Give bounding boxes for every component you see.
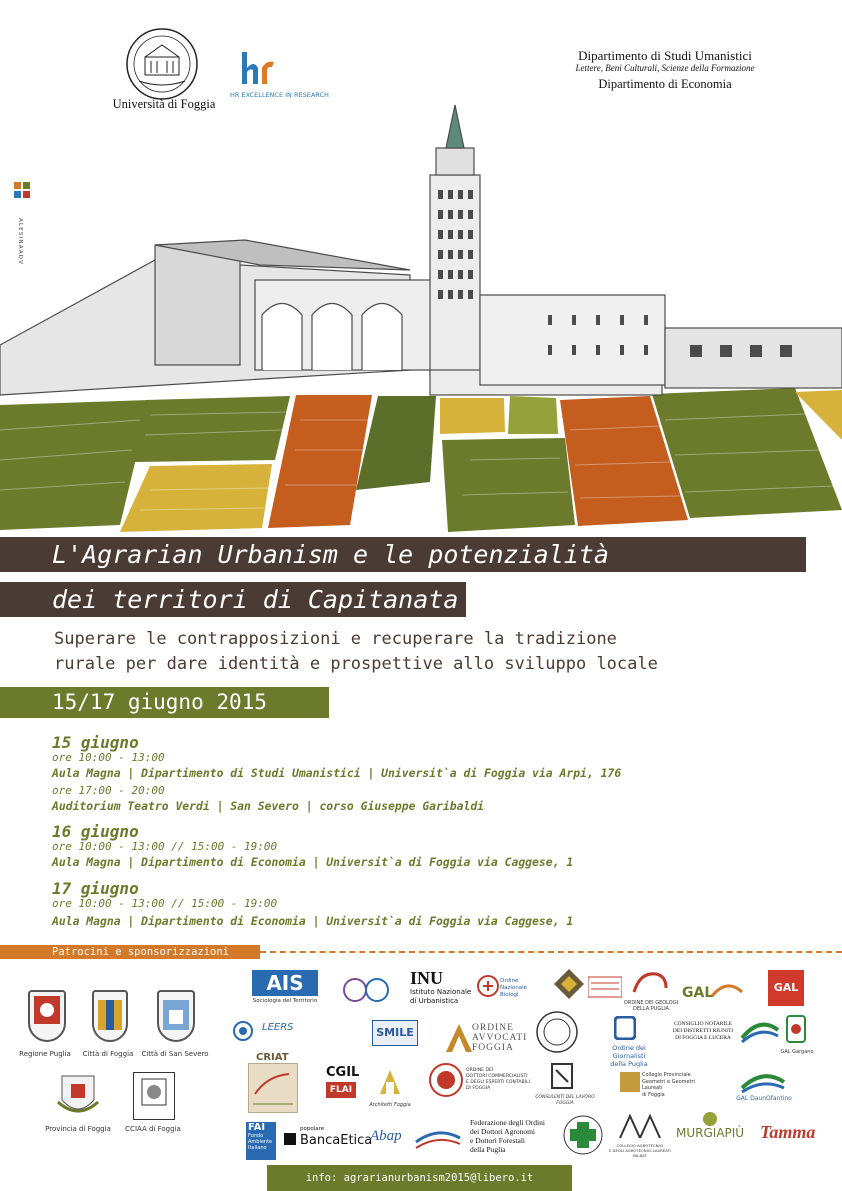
fai-subtitle-line-2: Ambiente xyxy=(248,1139,273,1145)
day-1-time-2: ore 17:00 - 20:00 xyxy=(52,784,165,797)
gal-daunofantino-label: GAL DaunOfantino xyxy=(736,1095,792,1102)
notarile-label-line-2: DEI DISTRETTI RIUNITI xyxy=(672,1028,734,1034)
university-name: Università di Foggia xyxy=(112,97,216,111)
inu-subtitle-line-2: di Urbanistica xyxy=(410,997,459,1005)
gal-swoosh-icon xyxy=(710,980,744,1000)
contact-email: info: agrarianurbanism2015@libero.it xyxy=(267,1165,572,1191)
agency-credit: ALESINAADV xyxy=(17,218,23,266)
department-economics: Dipartimento di Economia xyxy=(598,77,732,91)
avvocati-label-line-2: AVVOCATI xyxy=(472,1033,528,1043)
geometri-label-line-1: Collegio Provinciale xyxy=(642,1072,691,1078)
geometri-label-line-2: Geometri e Geometri Laureati xyxy=(642,1078,695,1091)
agrotecnici-label-line-2: E DEGLI AGROTECNICI LAUREATI xyxy=(608,1148,672,1153)
department-humanities: Dipartimento di Studi Umanistici xyxy=(578,48,752,63)
architetti-logo-icon xyxy=(378,1068,402,1096)
agrotecnici-cross-logo-icon xyxy=(562,1114,604,1156)
notarile-label xyxy=(668,1021,738,1042)
bancaetica-label: BancaEtica xyxy=(300,1133,373,1148)
murgiapiu-label: MURGIAPIÙ xyxy=(676,1126,745,1140)
criat-logo: CRIAT xyxy=(256,1052,289,1063)
cathedral-and-fields-illustration xyxy=(0,100,842,550)
day-3-time: ore 10:00 - 13:00 // 15:00 - 19:00 xyxy=(52,897,278,910)
ordine-biologi-label: Ordine Nazionale Biologi xyxy=(500,978,528,998)
federazione-agronomi-label xyxy=(470,1118,560,1154)
title-line-1: L'Agrarian Urbanism e le potenzialità xyxy=(0,537,806,572)
agrotecnici-label-line-1: COLLEGIO AGROTECNICI xyxy=(616,1143,664,1148)
geometri-label xyxy=(642,1072,716,1098)
hr-excellence-logo-icon xyxy=(234,48,278,88)
agrotecnici-label-line-3: BA-BAT xyxy=(633,1153,647,1158)
day-3-heading: 17 giugno xyxy=(52,879,139,898)
university-seal-icon xyxy=(125,27,199,101)
federazione-agronomi-label-line-4: della Puglia xyxy=(470,1145,506,1154)
criat-map-icon xyxy=(248,1063,298,1113)
citta-foggia-crest-icon xyxy=(92,990,128,1042)
commercialisti-seal-icon xyxy=(428,1062,464,1098)
day-1-time-1: ore 10:00 - 13:00 xyxy=(52,751,165,764)
citta-san-severo-label: Città di San Severo xyxy=(141,1050,209,1058)
regione-puglia-label: Regione Puglia xyxy=(19,1050,71,1058)
smile-logo xyxy=(372,1020,418,1046)
geometri-logo-icon xyxy=(620,1072,640,1092)
citta-foggia-label: Città di Foggia xyxy=(82,1050,134,1058)
event-dates: 15/17 giugno 2015 xyxy=(0,687,329,718)
giornalisti-label xyxy=(596,1044,662,1068)
fai-subtitle-line-3: Italiano xyxy=(248,1145,267,1151)
provincia-foggia-crest-icon xyxy=(56,1072,100,1120)
day-3-venue: Aula Magna | Dipartimento di Economia | Universit`a di Foggia via Caggese, 1 xyxy=(52,914,574,928)
day-1-heading: 15 giugno xyxy=(52,733,139,752)
day-1-venue-2: Auditorium Teatro Verdi | San Severo | corso Giuseppe Garibaldi xyxy=(52,799,485,813)
bancaetica-logo-icon xyxy=(284,1133,296,1145)
geometri-label-line-3: di Foggia xyxy=(642,1091,665,1098)
regione-puglia-crest-icon xyxy=(28,990,66,1042)
sponsors-heading: Patrocini e sponsorizzazioni xyxy=(52,946,230,958)
inu-logo: INU xyxy=(410,968,444,988)
gal-daunofantino-logo-icon xyxy=(740,1066,786,1094)
avvocati-label-line-1: ORDINE xyxy=(472,1023,514,1033)
commercialisti-label-line-4: DI FOGGIA xyxy=(466,1086,491,1091)
cciaa-foggia-label: CCIAA di Foggia xyxy=(125,1125,181,1133)
day-2-heading: 16 giugno xyxy=(52,822,139,841)
geologi-logo-icon xyxy=(630,968,670,996)
federazione-agronomi-label-line-2: dei Dottori Agronomi xyxy=(470,1127,535,1136)
subtitle-line-1: Superare le contrapposizioni e recuperare la tradizione xyxy=(54,629,617,649)
federazione-agronomi-label-line-1: Federazione degli Ordini xyxy=(470,1118,545,1127)
federazione-agronomi-logo-icon xyxy=(412,1120,464,1152)
agrotecnici-label xyxy=(600,1143,680,1158)
architetti-label: Architetti Foggia xyxy=(369,1102,411,1108)
inu-subtitle-line-1: Istituto Nazionale xyxy=(410,988,472,996)
avvocati-label xyxy=(472,1023,527,1053)
giornalisti-label-line-1: Ordine dei Giornalisti xyxy=(612,1044,646,1060)
agronomi-red-logo-icon xyxy=(588,975,622,999)
flai-logo: FLAI xyxy=(326,1082,356,1098)
day-1-venue-1: Aula Magna | Dipartimento di Studi Umanistici | Universit`a di Foggia via Arpi, 176 xyxy=(52,766,622,780)
gal-gargano-label: GAL Gargano xyxy=(780,1049,814,1055)
day-2-venue: Aula Magna | Dipartimento di Economia | Universit`a di Foggia via Caggese, 1 xyxy=(52,855,574,869)
avvocati-label-line-3: FOGGIA xyxy=(472,1043,514,1053)
consulenti-label xyxy=(532,1095,598,1107)
smile-label: SMILE xyxy=(376,1026,414,1039)
title-line-2: dei territori di Capitanata xyxy=(0,582,466,617)
notarile-label-line-1: CONSIGLIO NOTARILE xyxy=(673,1021,733,1027)
round-seal-logo-icon xyxy=(535,1010,579,1054)
fai-subtitle xyxy=(246,1133,276,1151)
provincia-foggia-label: Provincia di Foggia xyxy=(45,1125,111,1133)
commercialisti-label xyxy=(466,1068,530,1092)
gal-red-logo: GAL xyxy=(768,970,804,1006)
citta-san-severo-crest-icon xyxy=(157,990,195,1042)
geologi-label: ORDINE DEI GEOLOGI DELLA PUGLIA xyxy=(623,1000,679,1012)
agronomi-diamond-logo-icon xyxy=(553,968,585,1000)
subtitle xyxy=(54,627,658,677)
agrotecnici-ba-logo-icon xyxy=(616,1112,664,1142)
subtitle-line-2: rurale per dare identità e prospettive allo sviluppo locale xyxy=(54,654,658,674)
sociologia-logo-icon xyxy=(340,975,392,1005)
fai-label: FAI xyxy=(248,1122,266,1133)
fai-logo xyxy=(246,1122,276,1160)
cciaa-foggia-crest-icon xyxy=(133,1072,175,1120)
inu-subtitle xyxy=(410,988,471,1006)
fai-subtitle-line-1: Fondo xyxy=(248,1133,264,1139)
giornalisti-logo-icon xyxy=(614,1016,636,1040)
commercialisti-label-line-3: E DEGLI ESPERTI CONTABILI xyxy=(466,1080,530,1085)
cgil-logo: CGIL xyxy=(326,1065,360,1080)
ais-logo: AIS xyxy=(252,970,318,996)
leers-label: LEERS xyxy=(262,1022,294,1033)
giornalisti-label-line-2: della Puglia xyxy=(610,1060,648,1068)
commercialisti-label-line-1: ORDINE DEI xyxy=(466,1068,494,1073)
gal-logo: GAL xyxy=(682,985,714,1001)
consulenti-logo-icon xyxy=(548,1060,576,1092)
bancaetica-label-small: popolare xyxy=(300,1126,325,1132)
notarile-label-line-3: DI FOGGIA E LUCERA xyxy=(675,1035,731,1041)
department-humanities-subtitle: Lettere, Beni Culturali, Scienze della Formazione xyxy=(575,63,755,73)
fields-illustration xyxy=(0,388,842,532)
g-logo-icon xyxy=(786,1014,806,1044)
hr-excellence-label: HR EXCELLENCE IN RESEARCH xyxy=(230,91,329,99)
commercialisti-label-line-2: DOTTORI COMMERCIALISTI xyxy=(466,1074,528,1079)
avvocati-logo-icon xyxy=(444,1022,474,1054)
consulenti-label-line-2: FOGGIA xyxy=(556,1101,574,1106)
federazione-agronomi-label-line-3: e Dottori Forestali xyxy=(470,1136,525,1145)
gal-gargano-logo-icon xyxy=(740,1012,780,1046)
ais-subtitle: Sociologia del Territorio xyxy=(252,998,318,1004)
tamma-logo: Tamma xyxy=(760,1122,816,1142)
consulenti-label-line-1: CONSULENTI DEL LAVORO xyxy=(535,1095,595,1100)
day-2-time: ore 10:00 - 13:00 // 15:00 - 19:00 xyxy=(52,840,278,853)
abap-logo: Abap xyxy=(370,1128,402,1144)
cathedral-illustration xyxy=(0,105,842,395)
